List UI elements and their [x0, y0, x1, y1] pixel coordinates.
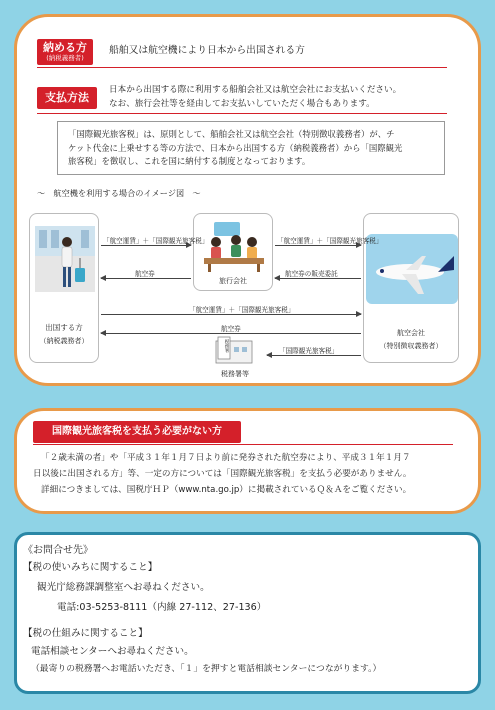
diagram-title: ～ 航空機を利用する場合のイメージ図 ～ — [37, 188, 201, 198]
exempt-line-3: 詳細につきましては、国税庁ＨＰ（www.nta.go.jp）に掲載されているＱ＆Ａをご覧ください。 — [41, 485, 412, 495]
airline-sublabel: （特別徴収義務者） — [379, 342, 443, 350]
traveler-illustration — [31, 218, 99, 298]
arrow-airline-to-agency — [275, 278, 361, 279]
arrow-agency-to-traveler — [101, 278, 191, 279]
arrow-airline-to-taxoffice — [267, 355, 361, 356]
arrow-label-1: 「航空運賃」＋「国際観光旅客税」 — [103, 237, 209, 245]
arrow-traveler-to-airline — [101, 314, 361, 315]
payer-text: 船舶又は航空機により日本から出国される方 — [109, 45, 305, 56]
arrow-label-5: 「航空運賃」＋「国際観光旅客税」 — [189, 306, 295, 314]
contact-system-heading: 【税の仕組みに関すること】 — [23, 628, 148, 639]
traveler-entity — [29, 213, 99, 363]
payment-line-1: 日本から出国する際に利用する船舶会社又は航空会社にお支払いください。 — [109, 85, 402, 95]
exempt-line-2: 日以後に出国される方」等、一定の方については「国際観光旅客税」を支払う必要がありません。 — [33, 469, 412, 479]
contact-use-line: 観光庁総務課調整室へお尋ねください。 — [37, 582, 210, 593]
payer-underline — [37, 67, 447, 68]
travel-agency-illustration — [196, 218, 272, 273]
payment-underline — [37, 113, 447, 114]
exempt-line-1: 「２歳未満の者」や「平成３１年１月７日より前に発券された航空券により、平成３１年１月７ — [41, 453, 411, 463]
main-info-panel — [14, 14, 481, 386]
contact-use-heading: 【税の使いみちに関すること】 — [23, 562, 158, 573]
contact-panel — [14, 532, 481, 694]
payer-badge: 納める方 (納税義務者) — [37, 39, 93, 65]
contact-heading: 《お問合せ先》 — [23, 545, 93, 556]
exempt-badge: 国際観光旅客税を支払う必要がない方 — [33, 421, 241, 443]
exempt-info-panel — [14, 408, 481, 514]
airline-label: 航空会社 — [397, 329, 425, 337]
contact-use-phone: 電話:03-5253-8111（内線 27-112、27-136） — [57, 602, 267, 613]
traveler-label: 出国する方 — [45, 323, 83, 332]
arrow-label-2: 「航空運賃」＋「国際観光旅客税」 — [277, 237, 383, 245]
tax-office-label: 税務署等 — [221, 370, 249, 378]
arrow-label-3: 航空券 — [135, 270, 155, 278]
contact-system-line: 電話相談センターへお尋ねください。 — [31, 646, 194, 657]
tax-office-entity — [205, 335, 265, 381]
tax-system-note: 「国際観光旅客税」は、原則として、船舶会社又は航空会社（特別徴収義務者）が、チ ケット代金に上乗せする等の方法で、日本から出国する方（納税義務者）から「国際観光 旅客税」を徴収し、これを国に納付する制度となっております。 — [57, 121, 445, 175]
arrow-traveler-to-agency — [101, 245, 191, 246]
contact-system-note: （最寄りの税務署へお電話いただき、「１」を押すと電話相談センターにつながります。） — [31, 664, 382, 674]
exempt-underline — [33, 444, 453, 445]
arrow-agency-to-airline — [275, 245, 361, 246]
travel-agency-label: 旅行会社 — [219, 277, 247, 285]
traveler-sublabel: （納税義務者） — [39, 337, 89, 345]
arrow-label-4: 航空券の販売委託 — [285, 270, 338, 278]
payment-line-2: なお、旅行会社等を経由してお支払いしていただく場合もあります。 — [109, 99, 375, 109]
arrow-label-7: 「国際観光旅客税」 — [279, 347, 339, 355]
payment-badge: 支払方法 — [37, 87, 97, 109]
travel-agency-entity — [193, 213, 273, 291]
arrow-airline-to-traveler — [101, 333, 361, 334]
arrow-label-6: 航空券 — [221, 325, 241, 333]
tax-office-sign: 税務署 — [224, 339, 229, 353]
